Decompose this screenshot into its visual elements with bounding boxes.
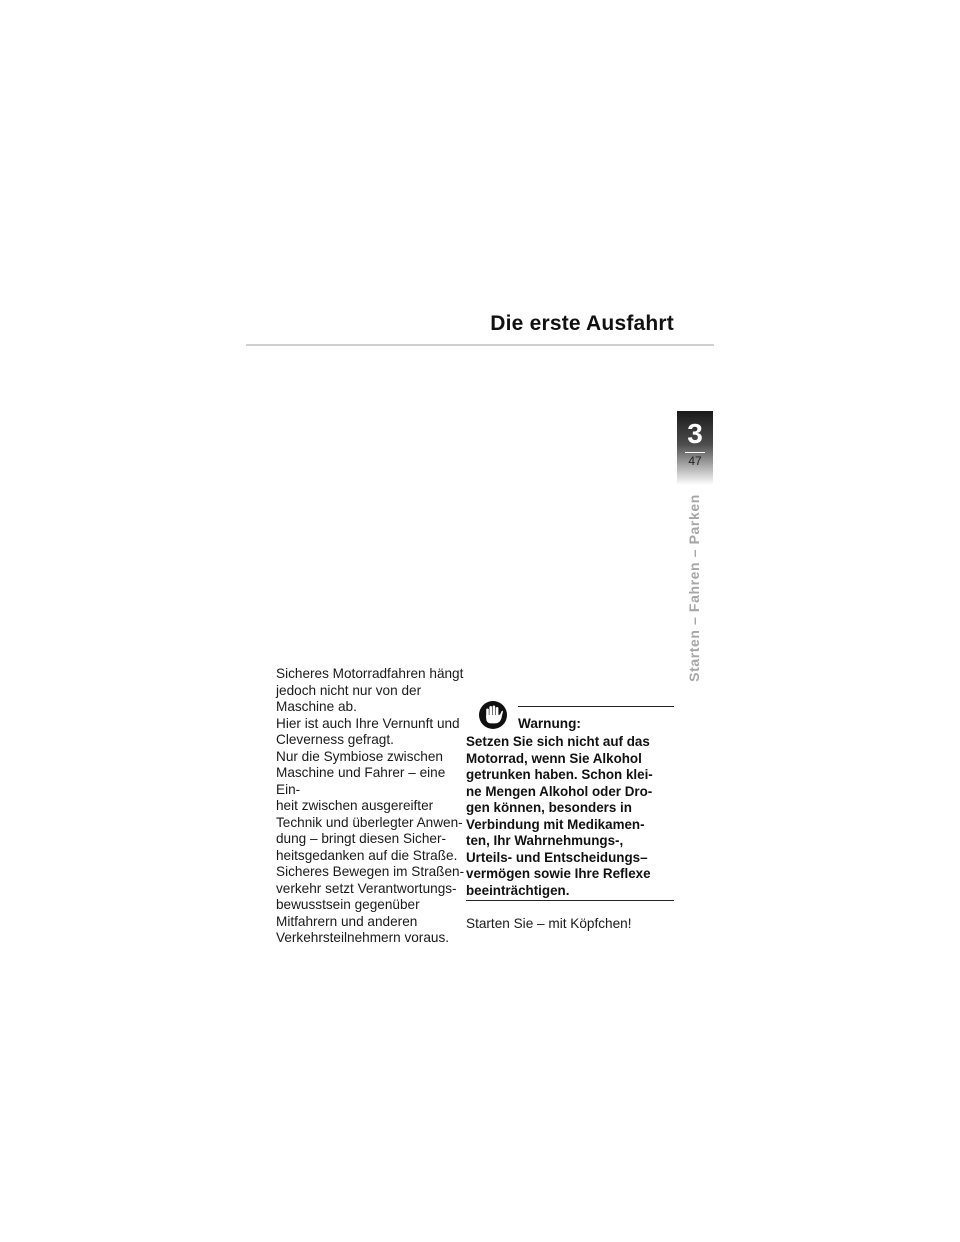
hand-stop-icon bbox=[478, 700, 508, 730]
warning-line: Setzen Sie sich nicht auf das bbox=[466, 734, 650, 749]
body-line: Hier ist auch Ihre Vernunft und bbox=[276, 715, 460, 731]
body-text bbox=[276, 666, 468, 947]
warning-label: Warnung: bbox=[518, 716, 581, 731]
side-chapter-heading: Starten – Fahren – Parken bbox=[686, 494, 702, 682]
body-line: Verkehrsteilnehmern voraus. bbox=[276, 930, 450, 945]
body-line: heitsgedanken auf die Straße. bbox=[276, 847, 458, 863]
warning-line: Motorrad, wenn Sie Alkohol bbox=[466, 750, 642, 766]
warning-line: beeinträchtigen. bbox=[466, 882, 570, 898]
body-line: Maschine und Fahrer – eine Ein- bbox=[276, 765, 446, 797]
body-line: Sicheres Bewegen im Straßen- bbox=[276, 864, 465, 879]
body-line: Mitfahrern und anderen bbox=[276, 913, 418, 929]
chapter-tab bbox=[677, 411, 713, 485]
warning-line: gen können, besonders in bbox=[466, 800, 632, 815]
warning-line: vermögen sowie Ihre Reflexe bbox=[466, 866, 651, 881]
body-line: Nur die Symbiose zwischen bbox=[276, 748, 443, 764]
warning-text bbox=[466, 734, 674, 899]
body-line: jedoch nicht nur von der bbox=[276, 682, 422, 698]
warning-bottom-rule bbox=[466, 900, 674, 901]
warning-line: ne Mengen Alkohol oder Dro- bbox=[466, 783, 653, 799]
warning-line: Urteils- und Entscheidungs– bbox=[466, 849, 648, 865]
body-line: dung – bringt diesen Sicher- bbox=[276, 831, 447, 846]
warning-top-rule bbox=[518, 706, 674, 707]
title-divider bbox=[246, 344, 714, 346]
closing-line: Starten Sie – mit Köpfchen! bbox=[466, 916, 632, 931]
body-line: heit zwischen ausgereifter bbox=[276, 798, 434, 813]
warning-line: Verbindung mit Medikamen- bbox=[466, 816, 645, 832]
chapter-divider bbox=[685, 452, 705, 453]
body-line: Maschine ab. bbox=[276, 699, 357, 714]
body-line: bewusstsein gegenüber bbox=[276, 897, 420, 912]
page-number: 47 bbox=[688, 454, 702, 468]
page-title: Die erste Ausfahrt bbox=[490, 312, 674, 335]
body-line: Cleverness gefragt. bbox=[276, 732, 394, 747]
body-line: Technik und überlegter Anwen- bbox=[276, 814, 463, 830]
chapter-number: 3 bbox=[687, 418, 703, 449]
body-line: Sicheres Motorradfahren hängt bbox=[276, 666, 464, 681]
warning-line: ten, Ihr Wahrnehmungs-, bbox=[466, 833, 624, 848]
warning-line: getrunken haben. Schon klei- bbox=[466, 767, 653, 782]
body-line: verkehr setzt Verantwortungs- bbox=[276, 880, 457, 896]
